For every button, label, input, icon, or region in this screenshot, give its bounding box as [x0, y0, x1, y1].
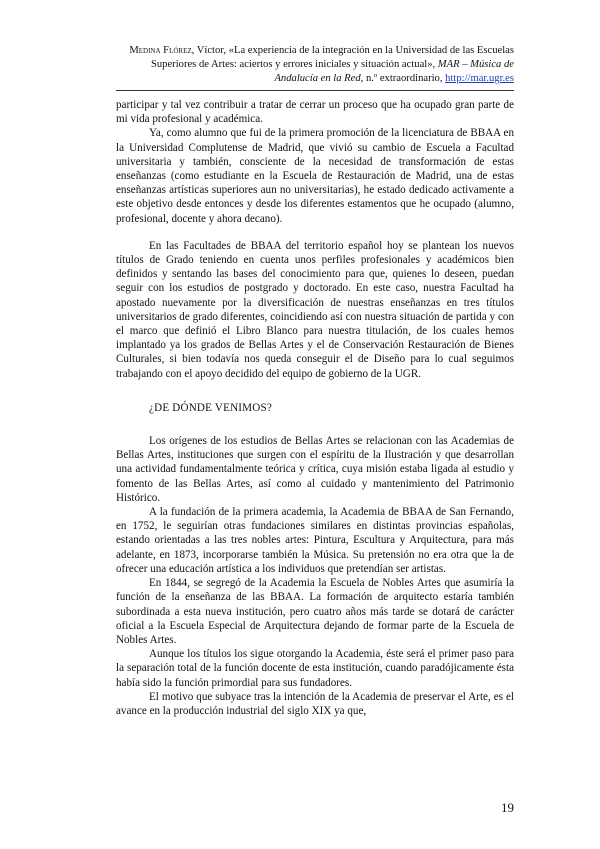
paragraph: En 1844, se segregó de la Academia la Escuela de Nobles Artes que asumiría la función de la enseñanza de las BBAA. La formación de arquitecto estaría también subordinada a esta nueva institución, pero cuatro años más tarde se dotará de carácter oficial a la Escuela Especial de Arquitectura dejando de formar parte de la Escuela de Nobles Artes.	[116, 577, 514, 646]
paragraph: A la fundación de la primera academia, la Academia de BBAA de San Fernando, en 1752, le seguirían otras fundaciones similares en distintas provincias españolas, estando orientadas a las tres nobles artes: Pintura, Escultura y Arquitectura, para más adelante, en 1873, incorporarse también la Música. Su pretensión no era otra que la de ofrecer una educación artística a los individuos que pretendían ser artistas.	[116, 506, 514, 575]
running-header	[116, 44, 514, 86]
body-text	[116, 98, 514, 718]
paragraph: Los orígenes de los estudios de Bellas Artes se relacionan con las Academias de Bellas Artes, instituciones que surgen con el espíritu de la Ilustración y que desarrollan una actividad fundamentalmente teórica y crítica, cuya misión estaba ligada al estudio y fomento de las Bellas Artes, así como al cuidado y mantenimiento del Patrimonio Histórico.	[116, 435, 514, 504]
paragraph: El motivo que subyace tras la intención de la Academia de preservar el Arte, es el avance en la producción industrial del siglo XIX ya que,	[116, 690, 514, 717]
paragraph: Ya, como alumno que fui de la primera promoción de la licenciatura de BBAA en la Universidad Complutense de Madrid, que vivió su cambio de Escuela a Facultad universitaria y también, consciente de la necesidad de transformación de estas enseñanzas (como estudiante en la Escuela de Restauración de Madrid, una de estas enseñanzas artísticas superiores aun no universitarias), he estado dedicado activamente a este objetivo desde entonces y desde los diferentes estamentos que he ocupado (alumno, profesional, docente y ahora decano).	[116, 127, 514, 225]
header-journal: MAR – Música de Andalucía en la Red	[274, 59, 514, 84]
header-divider	[116, 90, 514, 91]
paragraph: participar y tal vez contribuir a tratar de cerrar un proceso que ha ocupado gran parte de mi vida profesional y académica.	[116, 99, 514, 126]
page-number: 19	[501, 800, 514, 815]
section-heading: ¿DE DÓNDE VENIMOS?	[149, 401, 272, 414]
header-link[interactable]: http://mar.ugr.es	[445, 73, 514, 84]
paragraph: Aunque los títulos los sigue otorgando la Academia, éste será el primer paso para la separación total de la función docente de esta institución, cuando paradójicamente ésta había sido la función primordial para sus fundadores.	[116, 648, 514, 689]
header-citation: , Víctor, «La experiencia de la integración en la Universidad de las Escuelas Superiores de Artes: aciertos y errores iniciales y situación actual»,	[150, 45, 514, 70]
header-issue: , n.º extraordinario,	[360, 73, 446, 84]
paragraph: En las Facultades de BBAA del territorio español hoy se plantean los nuevos títulos de Grado teniendo en cuenta unos perfiles profesionales y académicos bien definidos y sentando las bases del conocimiento para que, quienes lo deseen, puedan seguir con los estudios de postgrado y doctorado. En este caso, nuestra Facultad ha apostado nuevamente por la diversificación de nuestras enseñanzas en tres títulos universitarios de grado diferentes, coincidiendo así con nuestra situación de partida y con el marco que definió el Libro Blanco para nuestra titulación, de los cuales hemos implantado ya los grados de Bellas Artes y el de Conservación Restauración de Bienes Culturales, si bien todavía nos queda conseguir el de Diseño para lo cual seguimos trabajando con el apoyo decidido del equipo de gobierno de la UGR.	[116, 239, 514, 380]
header-author-surname: Medina Flórez	[129, 45, 192, 56]
